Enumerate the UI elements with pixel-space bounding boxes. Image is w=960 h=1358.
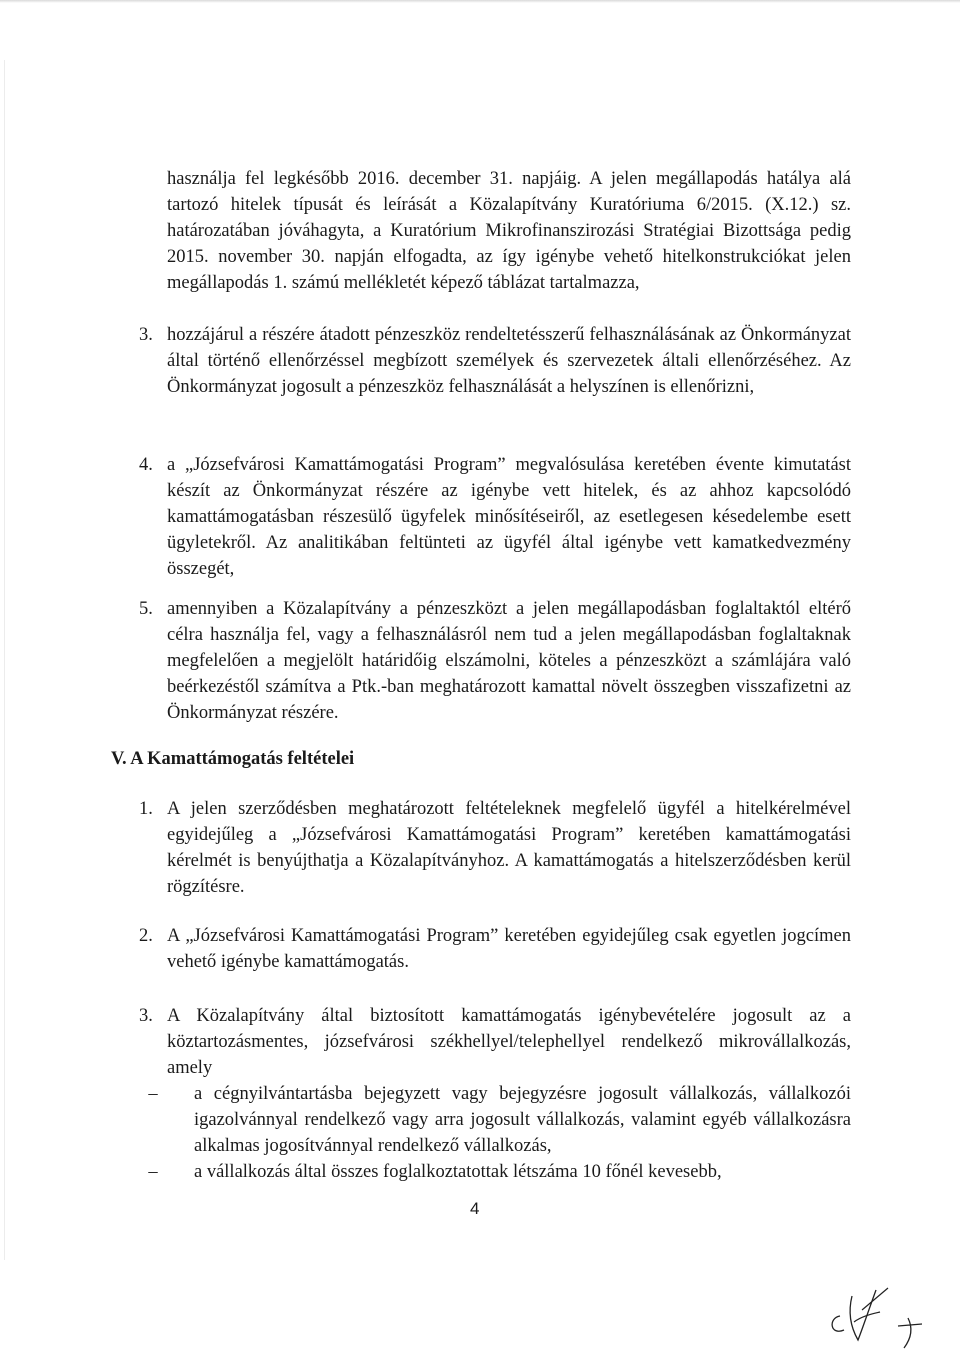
dash-item-2 [139, 1159, 851, 1185]
dash-item-text: a vállalkozás által összes foglalkoztatottak létszáma 10 főnél kevesebb, [194, 1162, 722, 1182]
dash-item-1 [139, 1081, 851, 1159]
scan-edge-top [0, 0, 960, 3]
list-item-number: 3. [139, 1006, 153, 1026]
dash-item-text: a cégnyilvántartásba bejegyzett vagy bejegyzésre jogosult vállalkozás, vállalkozói igazolvánnyal rendelkező vagy arra jogosult vállalkozás, valamint egyéb vállalkozásra alkalmas jogosítvánnyal rendelkező vállalkozás, [194, 1084, 851, 1156]
list-item-text: A jelen szerződésben meghatározott feltételeknek megfelelő ügyfél a hitelkérelmével egyidejűleg a „Józsefvárosi Kamattámogatási Program” keretében kamattámogatási kérelmét is benyújthatja a Közalapítványhoz. A kamattámogatás a hitelszerződésben kerül rögzítésre. [167, 799, 851, 897]
list-item-5 [139, 596, 851, 726]
condition-item-2 [139, 923, 851, 975]
dash-bullet: – [148, 1084, 158, 1104]
dash-bullet: – [148, 1162, 158, 1182]
section-heading: V. A Kamattámogatás feltételei [111, 749, 355, 769]
list-item-text: A Közalapítvány által biztosított kamattámogatás igénybevételére jogosult az a köztartozásmentes, józsefvárosi székhellyel/telephellyel rendelkező mikrovállalkozás, amely [167, 1006, 851, 1078]
list-item-3 [139, 322, 851, 400]
list-item-number: 5. [139, 599, 153, 619]
list-item-number: 2. [139, 926, 153, 946]
scan-edge-left [4, 60, 5, 1260]
list-item-number: 1. [139, 799, 153, 819]
condition-item-1 [139, 796, 851, 900]
list-item-number: 4. [139, 455, 153, 475]
list-item-4 [139, 452, 851, 582]
list-item-text: amennyiben a Közalapítvány a pénzeszközt a jelen megállapodásban foglaltaktól eltérő célra használja fel, vagy a felhasználásról nem tud a jelen megállapodásban foglaltaknak megfelelően a megjelölt határidőig elszámolni, köteles a pénzeszközt a számlájára való beérkezéstől számítva a Ptk.-ban meghatározott kamattal növelt összegben visszafizetni az Önkormányzat részére. [167, 599, 851, 723]
list-item-number: 3. [139, 325, 153, 345]
list-item-text: hozzájárul a részére átadott pénzeszköz rendeltetésszerű felhasználásának az Önkormányzat által történő ellenőrzéssel megbízott személyek és szervezetek általi ellenőrzéséhez. Az Önkormányzat jogosult a pénzeszköz felhasználását a helyszínen is ellenőrizni, [167, 325, 851, 397]
page-number: 4 [470, 1199, 480, 1218]
condition-item-3 [139, 1003, 851, 1081]
handwritten-signature-icon [818, 1282, 928, 1352]
list-item-text: a „Józsefvárosi Kamattámogatási Program” megvalósulása keretében évente kimutatást készít az Önkormányzat részére az igénybe vett hitelek, és az ahhoz kapcsolódó kamattámogatásban részesülő ügyfelek minősítéseiről, az esetlegesen késedelembe esett ügyletekről. Az analitikában feltünteti az ügyfél által igénybe vett kamatkedvezmény összegét, [167, 455, 851, 579]
list-item-text: A „Józsefvárosi Kamattámogatási Program” keretében egyidejűleg csak egyetlen jogcímen vehető igénybe kamattámogatás. [167, 926, 851, 972]
lead-paragraph: használja fel legkésőbb 2016. december 31. napjáig. A jelen megállapodás hatálya alá tartozó hitelek típusát és leírását a Közalapítvány Kuratóriuma 6/2015. (X.12.) sz. határozatában jóváhagyta, a Kuratórium Mikrofinanszirozási Stratégiai Bizottsága pedig 2015. november 30. napján elfogadta, az így igénybe vehető hitelkonstrukciókat jelen megállapodás 1. számú mellékletét képező táblázat tartalmazza, [167, 169, 851, 293]
